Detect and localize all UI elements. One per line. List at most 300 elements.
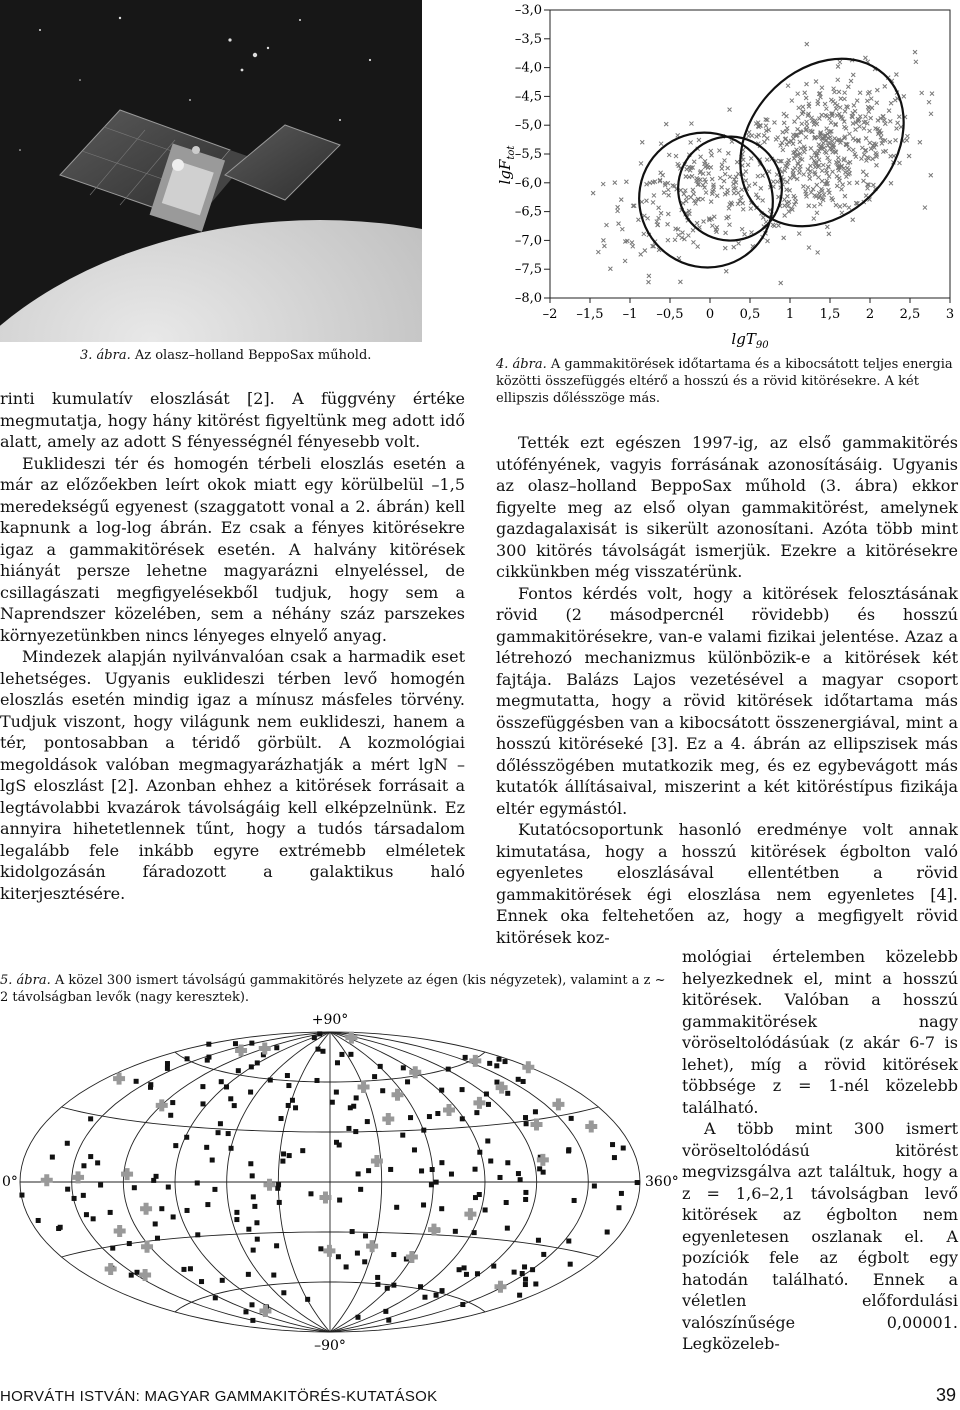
grb-cross-marker [392, 1089, 404, 1101]
data-point [772, 121, 776, 125]
data-point [701, 197, 705, 201]
data-point [728, 108, 732, 112]
grb-square-marker [224, 1084, 229, 1089]
grb-square-marker [337, 1142, 342, 1147]
data-point [913, 50, 917, 54]
figure-3-caption [80, 347, 420, 364]
data-point [826, 156, 830, 160]
data-point [851, 218, 855, 222]
data-point [737, 241, 741, 245]
grb-square-marker [277, 1200, 282, 1205]
y-tick-label: –5,0 [514, 118, 542, 134]
figure-5-caption [0, 972, 676, 1006]
data-point [818, 202, 822, 206]
data-point [864, 194, 868, 198]
data-point [820, 113, 824, 117]
data-point [831, 99, 835, 103]
data-point [727, 206, 731, 210]
grb-square-marker [483, 1207, 488, 1212]
data-point [642, 232, 646, 236]
data-point [732, 191, 736, 195]
plot-frame [550, 10, 950, 298]
data-point [652, 193, 656, 197]
data-point [832, 90, 836, 94]
data-point [836, 156, 840, 160]
data-point [691, 240, 695, 244]
fit-ellipse [613, 106, 800, 293]
data-point [835, 184, 839, 188]
data-point [717, 149, 721, 153]
grb-square-marker [484, 1092, 489, 1097]
data-point [801, 105, 805, 109]
grb-square-marker [250, 1318, 255, 1323]
data-point [914, 60, 918, 64]
data-point [695, 176, 699, 180]
grb-square-marker [439, 1206, 444, 1211]
data-point [839, 97, 843, 101]
grb-square-marker [159, 1206, 164, 1211]
data-point [805, 120, 809, 124]
data-point [664, 122, 668, 126]
data-point [710, 177, 714, 181]
data-point [775, 180, 779, 184]
grb-square-marker [206, 1055, 211, 1060]
grb-cross-marker [259, 1305, 271, 1317]
data-point [630, 240, 634, 244]
grb-square-marker [317, 1031, 322, 1036]
figure-5-skymap [0, 1010, 690, 1355]
data-point [774, 137, 778, 141]
data-point [636, 218, 640, 222]
grb-square-marker [460, 1116, 465, 1121]
grb-square-marker [619, 1191, 624, 1196]
left-paragraph-1: rinti kumulatív eloszlását [2]. A függvény értéke megmutatja, hogy hány kitörést figyeltünk meg adott idő alatt, amely az adott S fényességnél fényesebb volt. [0, 389, 465, 451]
data-point [838, 205, 842, 209]
grb-square-marker [523, 1197, 528, 1202]
data-point [827, 232, 831, 236]
y-tick-label: –6,5 [514, 204, 542, 220]
grb-square-marker [339, 1052, 344, 1057]
grb-square-marker [477, 1150, 482, 1155]
y-tick-label: –8,0 [514, 291, 542, 306]
grb-square-marker [251, 1194, 256, 1199]
sky-map [0, 1010, 690, 1355]
grb-square-marker [430, 1167, 435, 1172]
data-point [726, 151, 730, 155]
grb-square-marker [229, 1146, 234, 1151]
data-point [762, 140, 766, 144]
grb-square-marker [486, 1102, 491, 1107]
grb-cross-marker [428, 1224, 440, 1236]
data-point [845, 166, 849, 170]
grb-square-marker [541, 1252, 546, 1257]
grb-square-marker [210, 1158, 215, 1163]
grb-square-marker [168, 1113, 173, 1118]
grb-square-marker [523, 1277, 528, 1282]
data-point [812, 217, 816, 221]
data-point [753, 182, 757, 186]
data-point [820, 169, 824, 173]
data-point [801, 184, 805, 188]
data-point [740, 227, 744, 231]
grb-cross-marker [494, 1281, 506, 1293]
grb-square-marker [129, 1273, 134, 1278]
grb-square-marker [412, 1147, 417, 1152]
data-point [782, 198, 786, 202]
data-point [786, 84, 790, 88]
grb-square-marker [132, 1185, 137, 1190]
data-point [646, 216, 650, 220]
data-point [689, 122, 693, 126]
data-point [761, 198, 765, 202]
y-tick-label: –4,5 [514, 89, 542, 105]
data-point [838, 60, 842, 64]
grb-square-marker [391, 1283, 396, 1288]
grb-square-marker [408, 1115, 413, 1120]
grb-square-marker [453, 1229, 458, 1234]
grb-square-marker [383, 1309, 388, 1314]
data-point [836, 65, 840, 69]
data-point [749, 156, 753, 160]
grb-square-marker [405, 1079, 410, 1084]
data-point [824, 113, 828, 117]
grb-square-marker [421, 1128, 426, 1133]
data-point [692, 192, 696, 196]
grb-square-marker [274, 1243, 279, 1248]
data-point [644, 199, 648, 203]
data-point [897, 161, 901, 165]
data-point [616, 209, 620, 213]
grb-square-marker [616, 1205, 621, 1210]
grb-square-marker [353, 1129, 358, 1134]
grb-cross-marker [121, 1168, 133, 1180]
data-point [819, 187, 823, 191]
data-point [659, 142, 663, 146]
grb-square-marker [151, 1178, 156, 1183]
data-point [836, 78, 840, 82]
grb-square-marker [385, 1286, 390, 1291]
grb-square-marker [195, 1180, 200, 1185]
grb-square-marker [204, 1145, 209, 1150]
data-point [747, 130, 751, 134]
grb-square-marker [226, 1131, 231, 1136]
grb-cross-marker [105, 1263, 117, 1275]
grb-cross-marker [552, 1098, 564, 1110]
grb-square-marker [524, 1121, 529, 1126]
label-plus-90: +90° [311, 1012, 349, 1028]
grb-square-marker [386, 1318, 391, 1323]
data-point [764, 124, 768, 128]
grb-square-marker [498, 1175, 503, 1180]
data-point [695, 221, 699, 225]
data-point [690, 174, 694, 178]
data-point [750, 230, 754, 234]
data-point [841, 183, 845, 187]
beppo-sax-satellite-image [0, 0, 422, 342]
data-point [667, 153, 671, 157]
data-point [740, 188, 744, 192]
grb-square-marker [287, 1153, 292, 1158]
grb-square-marker [155, 1236, 160, 1241]
data-point [678, 280, 682, 284]
grb-square-marker [315, 1078, 320, 1083]
grb-square-marker [200, 1084, 205, 1089]
figure-3-caption-text: Az olasz–holland BeppoSax műhold. [130, 348, 372, 363]
grb-square-marker [429, 1182, 434, 1187]
data-point [918, 140, 922, 144]
data-point [761, 215, 765, 219]
data-point [817, 117, 821, 121]
data-point [807, 102, 811, 106]
left-paragraph-2: Euklideszi tér és homogén térbeli eloszlás esetén a már az előzőekben leírt okok miatt egy körülbelül –1,5 meredekségű egyenest (szaggatott vonal a 2. ábrán) kell kapnunk a log-log ábrán. Ez csak a fényes kitörésekre igaz a gammakitörések esetén. A halvány kitörések hiányát persze lehetne magyarázni elnyeléssel, de csillagászati megfigyelésekből tudjuk, hogy sem a Naprendszer közelében, sem a néhány száz parszekes környezetünkben nincs lényeges elnyelő anyag. [0, 453, 465, 645]
data-point [866, 92, 870, 96]
data-point [854, 128, 858, 132]
data-point [929, 173, 933, 177]
grb-square-marker [439, 1160, 444, 1165]
data-point [803, 91, 807, 95]
data-point [874, 163, 878, 167]
grb-square-marker [475, 1271, 480, 1276]
grb-square-marker [530, 1267, 535, 1272]
grb-square-marker [199, 1279, 204, 1284]
grb-square-marker [334, 1090, 339, 1095]
data-point [923, 206, 927, 210]
grb-square-marker [233, 1041, 238, 1046]
grb-cross-marker [41, 1174, 53, 1186]
data-point [834, 107, 838, 111]
data-point [883, 84, 887, 88]
data-point [687, 212, 691, 216]
data-point [702, 219, 706, 223]
grb-square-marker [348, 1052, 353, 1057]
data-point [809, 146, 813, 150]
grb-square-marker [206, 1042, 211, 1047]
grb-square-marker [58, 1225, 63, 1230]
grb-square-marker [88, 1154, 93, 1159]
data-point [639, 252, 643, 256]
grb-square-marker [336, 1254, 341, 1259]
grb-cross-marker [264, 1179, 276, 1191]
grb-square-marker [485, 1138, 490, 1143]
grb-square-marker [358, 1187, 363, 1192]
data-point [698, 178, 702, 182]
data-point [894, 138, 898, 142]
data-point [883, 122, 887, 126]
data-point [907, 154, 911, 158]
data-point [686, 233, 690, 237]
data-point [859, 157, 863, 161]
data-point [755, 135, 759, 139]
data-point [736, 191, 740, 195]
grb-square-marker [81, 1193, 86, 1198]
grb-square-marker [440, 1288, 445, 1293]
figure-4-caption-label: 4. ábra. [496, 357, 547, 372]
grb-square-marker [365, 1119, 370, 1124]
x-tick-label: –1 [622, 307, 638, 322]
grb-square-marker [19, 1193, 24, 1198]
x-tick-label: –2 [542, 307, 558, 322]
data-point [827, 174, 831, 178]
data-point [802, 172, 806, 176]
grb-square-marker [216, 1130, 221, 1135]
data-point [807, 204, 811, 208]
data-point [765, 158, 769, 162]
grb-square-marker [394, 1205, 399, 1210]
data-point [709, 149, 713, 153]
data-point [643, 249, 647, 253]
data-point [685, 195, 689, 199]
grb-square-marker [351, 1104, 356, 1109]
grb-square-marker [505, 1091, 510, 1096]
label-0-deg: 0° [2, 1174, 18, 1190]
data-point [866, 186, 870, 190]
data-point [793, 166, 797, 170]
data-point [699, 155, 703, 159]
grb-square-marker [355, 1251, 360, 1256]
data-point [826, 165, 830, 169]
data-point [651, 200, 655, 204]
right-paragraph-3b: mológiai értelemben közelebb helyezkednek el, mint a hosszú kitörések. Valóban a hosszú gammakitörések nagy vöröseltolódásúak (z akár 6-7 is lehet), míg a rövid kitörések többsége z = 1-nél közelebb található. [682, 947, 958, 1117]
grb-square-marker [320, 1049, 325, 1054]
data-point [709, 200, 713, 204]
grb-square-marker [84, 1212, 89, 1217]
data-point [724, 269, 728, 273]
data-point [871, 157, 875, 161]
data-point [666, 181, 670, 185]
grb-square-marker [236, 1068, 241, 1073]
grb-square-marker [362, 1259, 367, 1264]
grb-square-marker [418, 1284, 423, 1289]
grb-square-marker [249, 1064, 254, 1069]
data-point [842, 97, 846, 101]
data-point [673, 238, 677, 242]
x-tick-label: 0 [705, 307, 715, 322]
left-paragraph-3: Mindezek alapján nyilvánvalóan csak a harmadik eset lehetséges. Ugyanis euklideszi térben levő homogén eloszlás esetén mindig igaz a mínusz másfeles törvény. Tudjuk viszont, hogy világunk nem euklideszi, hanem a tér, pontosabban a téridő görbült. A kozmológiai megoldások valóban megmagyarázhatják a mért lgN – lgS eloszlást [2]. Azonban ehhez a kitörések forrásait a legtávolabbi kvazárok távolságáig kell elképzelnünk. Ez annyira hihetetlennek tűnt, hogy a tudós társadalom legalább fele inkább egyre extrémebb elméletek kidolgozásán fáradozott a galaktikus haló kiterjesztésére. [0, 647, 465, 903]
grb-square-marker [505, 1226, 510, 1231]
data-point [726, 166, 730, 170]
data-point [827, 160, 831, 164]
data-point [761, 174, 765, 178]
data-point [847, 206, 851, 210]
grb-square-marker [184, 1135, 189, 1140]
data-point [777, 195, 781, 199]
grb-square-marker [592, 1183, 597, 1188]
data-point [744, 179, 748, 183]
data-point [771, 223, 775, 227]
x-tick-label: 1,5 [819, 307, 841, 322]
data-point [865, 99, 869, 103]
grb-cross-marker [259, 1042, 271, 1054]
data-point [847, 132, 851, 136]
data-point [739, 195, 743, 199]
data-point [743, 232, 747, 236]
grb-square-marker [108, 1210, 113, 1215]
data-point [720, 167, 724, 171]
data-point [728, 175, 732, 179]
data-point [820, 86, 824, 90]
data-point [639, 161, 643, 165]
grb-square-marker [537, 1166, 542, 1171]
grb-square-marker [220, 1278, 225, 1283]
data-point [905, 138, 909, 142]
grb-square-marker [516, 1077, 521, 1082]
data-point [837, 90, 841, 94]
label-360-deg: 360° [645, 1174, 679, 1190]
data-point [656, 223, 660, 227]
data-point [697, 138, 701, 142]
data-point [617, 222, 621, 226]
data-point [620, 227, 624, 231]
data-point [602, 244, 606, 248]
grb-square-marker [354, 1095, 359, 1100]
data-point [843, 91, 847, 95]
grb-square-marker [621, 1146, 626, 1151]
data-point [808, 164, 812, 168]
grb-cross-marker [522, 1061, 534, 1073]
data-point [863, 56, 867, 60]
grb-square-marker [366, 1168, 371, 1173]
data-point [691, 188, 695, 192]
grb-cross-marker [469, 1055, 481, 1067]
left-column [0, 388, 465, 904]
grb-square-marker [201, 1101, 206, 1106]
grb-square-marker [252, 1204, 257, 1209]
grb-square-marker [290, 1098, 295, 1103]
grb-square-marker [98, 1183, 103, 1188]
right-paragraph-2: Fontos kérdés volt, hogy a kitörések felosztásának rövid (2 másodpercnél rövidebb) és hosszú gammakitörésekre, van-e valami fizikai jelentése. Azaz a létrehozó mechanizmus különbözik-e a kitörések két fajtája. Balázs Lajos vezetésével a magyar csoport megmutatta, hogy a rövid kitörések időtartama más összefüggésben van a kibocsátott összenergiával, mint a hosszú kitöréseké [3]. Ez a 4. ábrán az ellipszisek más dőlésszögében mutatkozik meg, és ez egybevágott más kutatók állításaival, miszerint a két kitöréstípus fizikája eltér egymástól. [496, 583, 958, 818]
data-point [905, 134, 909, 138]
grb-square-marker [605, 1230, 610, 1235]
x-tick-label: 3 [945, 307, 955, 322]
grb-square-marker [472, 1230, 477, 1235]
data-point [830, 196, 834, 200]
data-point [829, 121, 833, 125]
data-point [685, 167, 689, 171]
grb-square-marker [497, 1057, 502, 1062]
data-point [736, 172, 740, 176]
data-point [647, 274, 651, 278]
grb-square-marker [350, 1229, 355, 1234]
grb-square-marker [91, 1216, 96, 1221]
data-point [677, 233, 681, 237]
grb-square-marker [346, 1126, 351, 1131]
data-point [807, 246, 811, 250]
grb-cross-marker [464, 1208, 476, 1220]
grb-square-marker [523, 1190, 528, 1195]
grb-square-marker [568, 1262, 573, 1267]
grb-square-marker [246, 1272, 251, 1277]
data-point [640, 140, 644, 144]
data-point [722, 179, 726, 183]
right-paragraph-4: A több mint 300 ismert vöröseltolódású kitörést megvizsgálva azt találtuk, hogy a z = 1,6–2,1 távolságban levő kitörések az égbolton nem egyenletesen oszlanak el. A pozíciók fele az égbolt egy hatodán található. Ennek a véletlen előfordulási valószínűsége 0,00001. Legközeleb- [682, 1119, 958, 1353]
data-point [796, 92, 800, 96]
grb-square-marker [401, 1065, 406, 1070]
data-point [601, 238, 605, 242]
data-point [858, 124, 862, 128]
right-paragraph-3a: Kutatócsoportunk hasonló eredménye volt annak kimutatása, hogy a hosszú kitörések égbolton való egyenletes eloszlásával ellentétben a rövid gammakitörések égi eloszlása nem egyenletes [4]. Ennek oka feltehetően az, hogy a megfigyelt rövid kitörések koz- [496, 820, 958, 947]
grb-square-marker [153, 1221, 158, 1226]
data-point [741, 207, 745, 211]
data-point [816, 175, 820, 179]
grb-square-marker [271, 1273, 276, 1278]
grb-square-marker [635, 1180, 640, 1185]
data-point [831, 170, 835, 174]
data-point [676, 162, 680, 166]
x-axis-label: lgT$_{90}$ [731, 330, 769, 351]
data-point [861, 179, 865, 183]
grb-square-marker [281, 1151, 286, 1156]
data-point [882, 118, 886, 122]
